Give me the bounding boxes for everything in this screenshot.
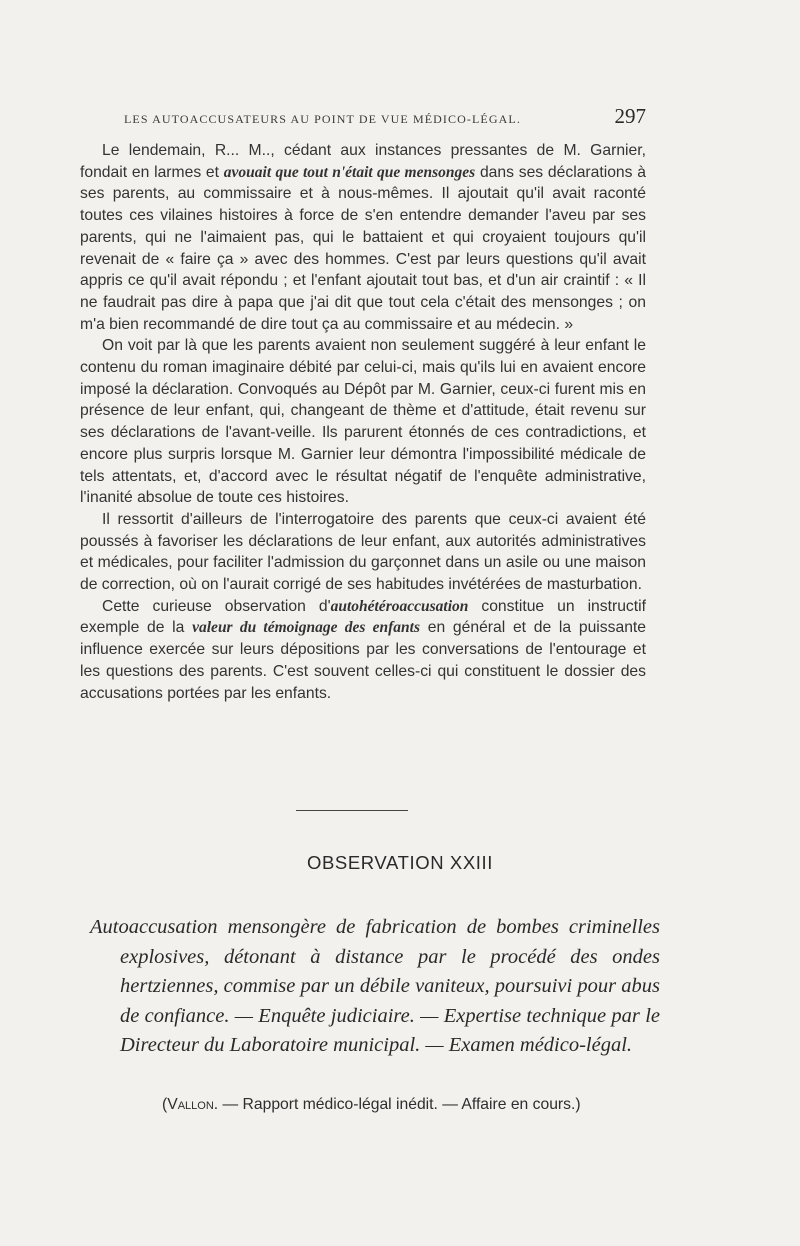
paragraph-4-text-c: en général et de la puissante influence exercée sur leurs dépositions par les conversations de l'entourage et les questions des parents. C'est souvent celles-ci qui constituent le dossier des accusations portées par les enfants. bbox=[80, 619, 647, 702]
observation-title: Autoaccusation mensongère de fabrication de bombes criminelles explosives, détonant à distance par le procédé des ondes hertziennes, commise par un débile vaniteux, poursuivi pour abus de confiance. — Enquête judiciaire. — Expertise technique par le Directeur du Laboratoire municipal. — Examen médico-légal. bbox=[90, 916, 660, 1056]
running-head bbox=[80, 104, 646, 134]
observation-source bbox=[162, 1094, 648, 1116]
paragraph-4-emphasis-1: autohétéroaccusation bbox=[330, 597, 469, 615]
observation-heading: OBSERVATION XXIII bbox=[307, 852, 493, 873]
page-number: 297 bbox=[614, 104, 646, 128]
running-title: LES AUTOACCUSATEURS AU POINT DE VUE MÉDICO-LÉGAL. bbox=[124, 112, 521, 126]
paragraph-1 bbox=[80, 140, 646, 335]
paragraph-4-text-a: Cette curieuse observation d' bbox=[102, 597, 331, 615]
body-text bbox=[80, 140, 646, 704]
paragraph-1-emphasis: avouait que tout n'était que mensonges bbox=[223, 163, 476, 181]
paragraph-1-text-b: dans ses déclarations à ses parents, au commissaire et à nous-mêmes. Il ajoutait qu'il avait raconté toutes ces vilaines histoires à force de s'en entendre demander l'aveu par ses parents, qui ne l'aimaient pas, qui le battaient et qui croyaient toujours qu'il revenait de « faire ça » avec des hommes. C'est par leurs questions qu'il avait appris ce qu'il avait répondu ; et l'enfant ajoutait tout bas, et d'un air craintif : « Il ne faudrait pas dire à papa que j'ai dit que tout cela c'était des mensonges ; on m'a bien recommandé de dire tout ça au commissaire et au médecin. » bbox=[80, 163, 646, 333]
paragraph-3: Il ressortit d'ailleurs de l'interrogatoire des parents que ceux-ci avaient été poussés à favoriser les déclarations de leur enfant, aux autorités administratives et médicales, pour faciliter l'admission du garçonnet dans un asile ou une maison de correction, où on l'aurait corrigé de ses habitudes invétérées de masturbation. bbox=[80, 510, 646, 594]
paragraph-1-text-a: Le lendemain, R... M.., cédant aux instances pressantes de M. Garnier, fondait en larmes et bbox=[80, 142, 646, 181]
paragraph-4-emphasis-2: valeur du témoignage des enfants bbox=[192, 619, 420, 637]
source-text: — Rapport médico-légal inédit. — Affaire en cours.) bbox=[218, 1096, 581, 1113]
paragraph-4 bbox=[80, 596, 646, 705]
source-author: Vallon. bbox=[167, 1096, 219, 1113]
paragraph-2: On voit par là que les parents avaient non seulement suggéré à leur enfant le contenu du roman imaginaire débité par celui-ci, mais qu'ils lui en avaient encore imposé la déclaration. Convoqués au Dépôt par M. Garnier, ceux-ci furent mis en présence de leur enfant, qui, changeant de thème et d'attitude, était revenu sur ses déclarations de l'avant-veille. Ils parurent étonnés de ces contradictions, et encore plus surpris lorsque M. Garnier leur démontra l'impossibilité médicale de tels attentats, et, d'accord avec le résultat négatif de l'enquête administrative, l'inanité absolue de toute ces histoires. bbox=[80, 337, 646, 507]
paragraph-4-text-b: constitue un instructif exemple de la bbox=[80, 597, 646, 637]
section-divider bbox=[296, 810, 408, 811]
source-open-paren: ( bbox=[162, 1096, 168, 1113]
